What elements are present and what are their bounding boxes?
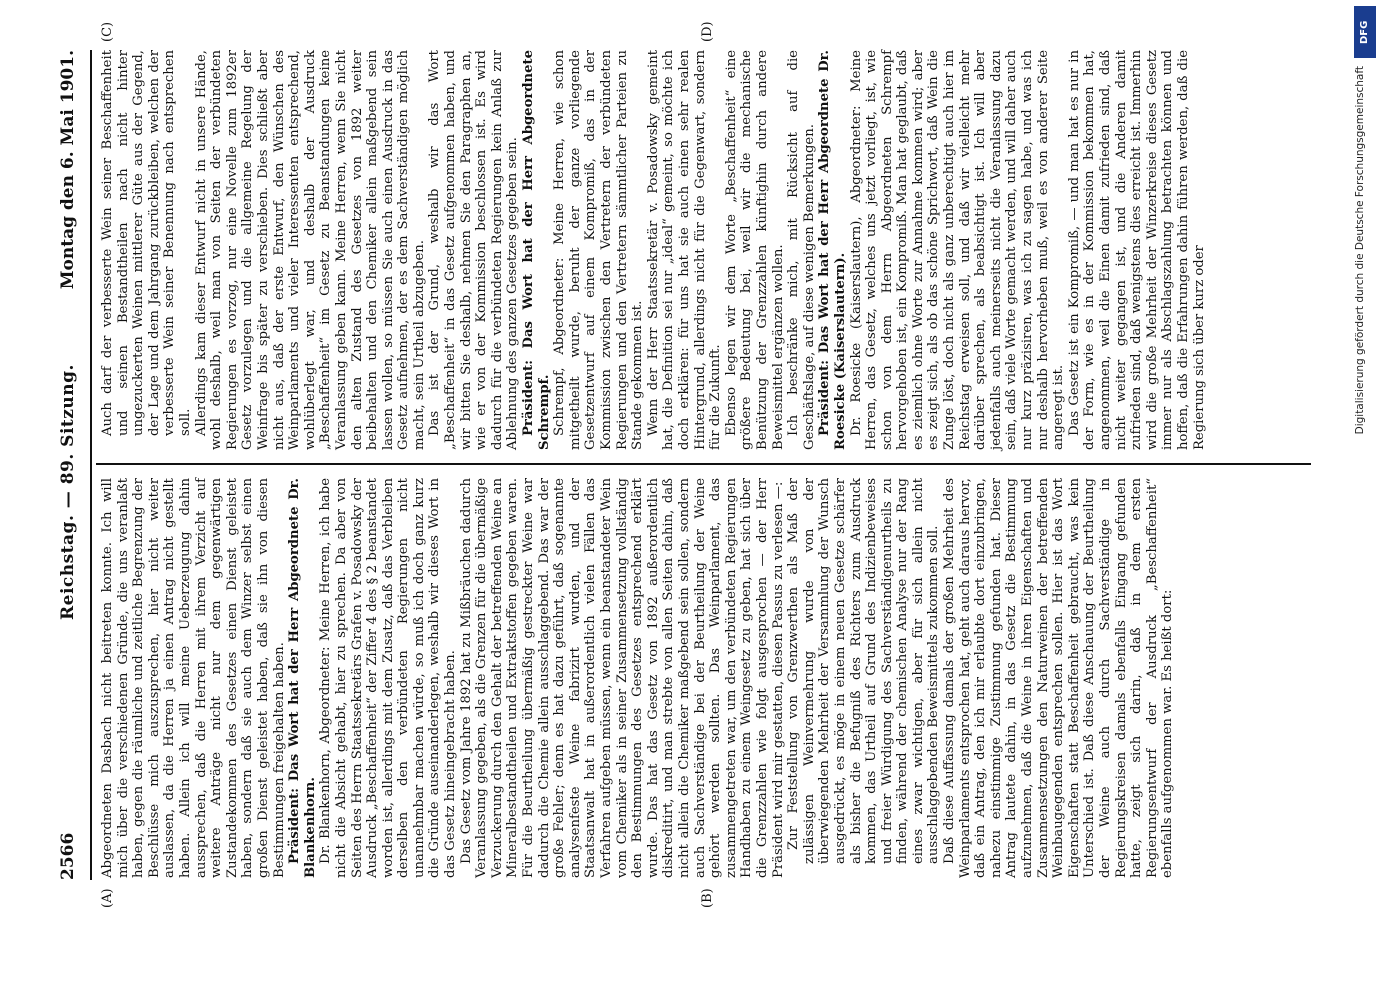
quotation: Auch darf der verbesserte Wein seiner Beschaffenheit und seinen Bestandtheilen nach nicht hinter ungezuckerten Weinen mittlerer Güte aus der Gegend, der Lage und dem Jahrgang zurückbleiben, welchen der verbesserte Wein seiner Benennung nach entsprechen soll. bbox=[100, 50, 193, 436]
paragraph: Präsident: Das Wort hat der Herr Abgeordnete Dr. Blankenhorn. bbox=[287, 478, 318, 878]
margin-mark-d: (D) bbox=[700, 21, 715, 42]
paragraph: Ich beschränke mich, mit Rücksicht auf die Geschäftslage, auf diese wenigen Bemerkungen. bbox=[786, 50, 817, 450]
paragraph: Das Gesetz ist ein Kompromiß, — und man hat es nur in der Form, wie es in der Kommission bekommen hat, angenommen, weil die Einen damit zufrieden sind, daß nicht weiter gegangen ist, und die Anderen damit zufrieden sind, daß wenigstens dies erreicht ist. Immerhin wird die große Mehrheit der Winzerkreise dieses Gesetz immer nur als Abschlagszahlung betrachten können und hoffen, daß die Erfahrungen dahin führen werden, daß die Regierung sich über kurz oder bbox=[1066, 50, 1207, 450]
paragraph: Wenn der Herr Staatssekretär v. Posadowsky gemeint hat, die Definition sei nur „ideal“ gemeint, so möchte ich doch erklären: für uns hat sie auch einen sehr realen Hintergrund, allerdings nicht für die Gegenwart, sondern für die Zukunft. bbox=[645, 50, 724, 450]
paragraph: Präsident: Das Wort hat der Herr Abgeordnete Dr. Roesicke (Kaiserslautern). bbox=[817, 50, 848, 450]
dfg-text: Digitalisierung gefördert durch die Deutsche Forschungsgemeinschaft bbox=[1354, 66, 1366, 435]
paragraph: Präsident: Das Wort hat der Herr Abgeordnete Schrempf. bbox=[521, 50, 552, 450]
left-column bbox=[100, 478, 1176, 878]
paragraph: Das ist der Grund, weshalb wir das Wort „Beschaffenheit“ in das Gesetz aufgenommen haben, und wir bitten Sie deshalb, nehmen Sie den Paragraphen an, wie er von der Kommission beschlossen ist. Es wird dadurch für die verbündeten Regierungen kein Anlaß zur Ablehnung des ganzen Gesetzes gegeben sein. bbox=[427, 50, 521, 450]
paragraph: Schrempf, Abgeordneter: Meine Herren, wie schon mitgetheilt wurde, beruht der ganze vorliegende Gesetzentwurf auf einem Kompromiß, das in der Kommission zwischen den Vertretern der verbündeten Regierungen und den Vertretern sämmtlicher Parteien zu Stande gekommen ist. bbox=[552, 50, 646, 450]
paragraph: Daß diese Auffassung damals der großen Mehrheit des Weinparlaments entsprochen hat, geht auch daraus hervor, daß ein Antrag, den ich mir erlaubte dort einzubringen, nahezu einstimmige Zustimmung gefunden hat. Dieser Antrag lautete dahin, in das Gesetz die Bestimmung aufzunehmen, daß die Weine in ihren Eigenschaften und Zusammensetzungen den Naturweinen der betreffenden Weinbaugegenden entsprechen sollen. Hier ist das Wort Eigenschaften statt Beschaffenheit gebraucht, was kein Unterschied ist. Daß diese Anschauung der Beurtheilung der Weine auch durch Sachverständige in Regierungskreisen damals ebenfalls Eingang gefunden hatte, zeigt sich darin, daß in dem ersten Regierungsentwurf der Ausdruck „Beschaffenheit“ ebenfalls aufgenommen war. Es heißt dort: bbox=[942, 478, 1176, 878]
quotation: Zur Feststellung von Grenzwerthen als Maß der zulässigen Weinvermehrung wurde von der überwiegenden Mehrheit der Versammlung der Wunsch ausgedrückt, es möge in einem neuen Gesetze schärfer als bisher die Befugniß des Richters zum Ausdruck kommen, das Urtheil auf Grund des Indizienbeweises und freier Würdigung des Sachverständigenurtheils zu finden, während der chemischen Analyse nur der Rang eines zwar wichtigen, aber für sich allein nicht ausschlaggebenden Beweismittels zukommen soll. bbox=[786, 478, 942, 864]
session-title: Reichstag. — 89. Sitzung. bbox=[58, 364, 78, 620]
paragraph: Ebenso legen wir dem Worte „Beschaffenheit“ eine größere Bedeutung bei, weil wir die mechanische Benützung der Grenzzahlen künftighin durch andere Beweismittel ergänzen wollen. bbox=[723, 50, 786, 450]
paragraph: Allerdings kam dieser Entwurf nicht in unsere Hände, wohl deshalb, weil man von Seiten der verbündeten Regierungen es vorzog, nur eine Novelle zum 1892er Gesetz vorzulegen und die allgemeine Regelung der Weinfrage bis später zu verschieben. Dies schließt aber nicht aus, daß der erste Entwurf, den Wünschen des Weinparlaments und vieler Interessenten entsprechend, wohlüberlegt war, und deshalb der Ausdruck „Beschaffenheit“ im Gesetz zu Beanstandungen keine Veranlassung geben kann. Meine Herren, wenn Sie nicht den alten Zustand des Gesetzes von 1892 weiter beibehalten und den Chemiker allein maßgebend sein lassen wollen, so müssen Sie auch einen Ausdruck in das Gesetz aufnehmen, der es dem Sachverständigen möglich macht, sein Urtheil abzugeben. bbox=[193, 50, 427, 450]
page-number: 2566 bbox=[58, 832, 78, 880]
margin-mark-b: (B) bbox=[700, 888, 715, 908]
dfg-logo: DFG bbox=[1354, 6, 1376, 58]
paragraph: Dr. Roesicke (Kaiserslautern), Abgeordneter: Meine Herren, das Gesetz, welches uns jetzt vorliegt, ist, wie schon von dem Herrn Abgeordneten Schrempf hervorgehoben ist, ein Kompromiß. Man hat geglaubt, daß es ziemlich ohne Worte zur Annahme kommen wird; aber es zeigt sich, als ob das schöne Sprichwort, daß Wein die Zunge löst, doch nicht als ganz unberechtigt auch hier im Reichstag erweisen soll, und daß wir vielleicht mehr darüber sprechen, als beabsichtigt ist. Ich will aber jedenfalls auch meinerseits nicht die Veranlassung dazu sein, daß viele Worte gemacht werden, und will daher auch nur kurz präzisiren, was ich zu sagen habe, und was ich nur deshalb hervorheben muß, weil es von anderer Seite angeregt ist. bbox=[848, 50, 1067, 450]
page-header bbox=[50, 50, 84, 880]
header-rule bbox=[90, 50, 92, 880]
paragraph: Abgeordneten Dasbach nicht beitreten konnte. Ich will mich über die verschiedenen Gründe, die uns veranlaßt haben, gegen die räumliche und zeitliche Begrenzung der Beschlüsse mich auszusprechen, hier nicht weiter auslassen, da die Herren ja einen Antrag nicht gestellt haben. Allein ich will meine Ueberzeugung dahin aussprechen, daß die Herren mit ihrem Verzicht auf weitere Anträge nicht nur dem gegenwärtigen Zustandekommen des Gesetzes einen Dienst geleistet haben, sondern daß sie auch dem Winzer selbst einen großen Dienst geleistet haben, daß sie ihn von diesen Bestimmungen freigehalten haben. bbox=[100, 478, 287, 878]
right-column bbox=[100, 50, 1207, 450]
column-divider bbox=[96, 463, 1311, 465]
dfg-notice bbox=[1348, 6, 1383, 994]
session-date: Montag den 6. Mai 1901. bbox=[58, 50, 78, 290]
margin-mark-a: (A) bbox=[100, 888, 115, 908]
paragraph: Dr. Blankenhorn, Abgeordneter: Meine Herren, ich habe nicht die Absicht gehabt, hier zu sprechen. Da aber von Seiten des Herrn Staatssekretärs Grafen v. Posadowsky der Ausdruck „Beschaffenheit“ der Ziffer 4 des § 2 beanstandet worden ist, allerdings mit dem Zusatz, daß das Verbleiben derselben den verbündeten Regierungen nicht unannehmbar machen würde, so muß ich doch ganz kurz die Gründe auseinanderlegen, weshalb wir dieses Wort in das Gesetz hineingebracht haben. bbox=[318, 478, 459, 878]
margin-mark-c: (C) bbox=[100, 21, 115, 42]
paragraph: Das Gesetz vom Jahre 1892 hat zu Mißbräuchen dadurch Veranlassung gegeben, als die Grenzen für die übermäßige Verzuckerung durch den Gehalt der betreffenden Weine an Mineralbestandtheilen und Extraktstoffen gegeben waren. Für die Beurtheilung übermäßig gestreckter Weine war dadurch die Chemie allein ausschlaggebend. Das war der große Fehler; denn es hat dazu geführt, daß sogenannte analysenfeste Weine fabrizirt wurden, und der Staatsanwalt hat in außerordentlich vielen Fällen das Verfahren aufgeben müssen, wenn ein beanstandeter Wein vom Chemiker als in seiner Zusammensetzung vollständig den Bestimmungen des Gesetzes entsprechend erklärt wurde. Das hat das Gesetz von 1892 außerordentlich diskreditirt, und man strebte von allen Seiten dahin, daß nicht allein die Chemiker maßgebend sein sollen, sondern auch Sachverständige bei der Beurtheilung der Weine gehört werden sollten. Das Weinparlament, das zusammengetreten war, um den verbündeten Regierungen Handhaben zu einem Weingesetz zu geben, hat sich über die Grenzzahlen wie folgt ausgesprochen — der Herr Präsident wird mir gestatten, diesen Passus zu verlesen —: bbox=[458, 478, 786, 878]
